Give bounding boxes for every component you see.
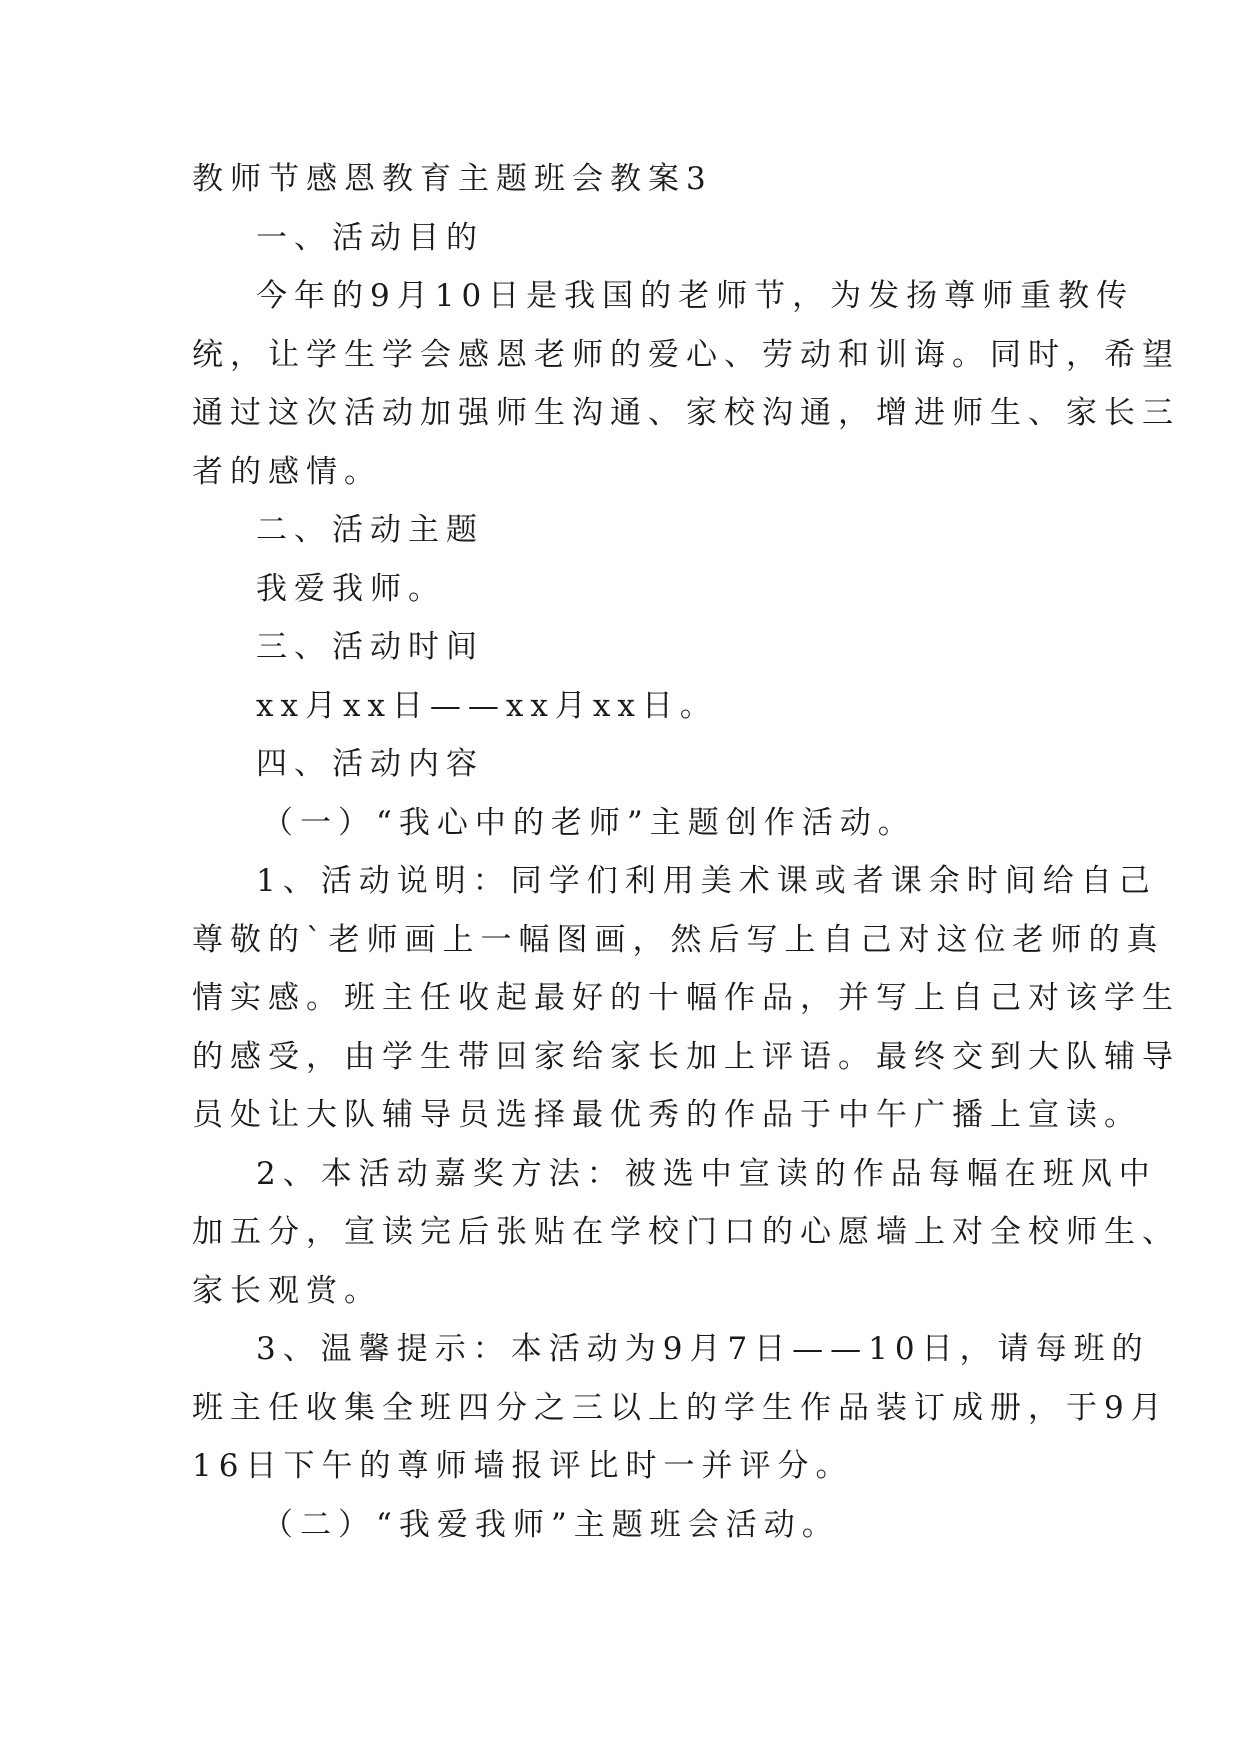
- paragraph-line: 班主任收集全班四分之三以上的学生作品装订成册，于9月: [192, 1389, 1169, 1426]
- paragraph-line: 统，让学生学会感恩老师的爱心、劳动和训诲。同时，希望: [192, 336, 1180, 373]
- paragraph-line: 加五分，宣读完后张贴在学校门口的心愿墙上对全校师生、: [192, 1214, 1180, 1250]
- section-heading-1: 一、活动目的: [256, 219, 484, 256]
- paragraph-line: 的感受，由学生带回家给家长加上评语。最终交到大队辅导: [192, 1038, 1180, 1075]
- paragraph-line: 尊敬的`老师画上一幅图画，然后写上自己对这位老师的真: [192, 921, 1165, 958]
- subsection-heading-1: （一）“我心中的老师”主题创作活动。: [262, 804, 916, 841]
- paragraph-line: 通过这次活动加强师生沟通、家校沟通，增进师生、家长三: [192, 395, 1180, 431]
- paragraph-line: 16日下午的尊师墙报评比时一并评分。: [192, 1448, 854, 1484]
- paragraph-line: 我爱我师。: [256, 570, 446, 607]
- section-heading-4: 四、活动内容: [256, 746, 484, 782]
- paragraph-line: 家长观赏。: [192, 1272, 382, 1309]
- paragraph-line: 者的感情。: [192, 453, 382, 490]
- section-heading-2: 二、活动主题: [256, 512, 484, 548]
- subsection-heading-2: （二）“我爱我师”主题班会活动。: [262, 1506, 840, 1543]
- paragraph-line: 情实感。班主任收起最好的十幅作品，并写上自己对该学生: [192, 980, 1180, 1016]
- paragraph-line: 3、温馨提示：本活动为9月7日——10日，请每班的: [256, 1331, 1150, 1367]
- document-page: [192, 150, 1180, 1554]
- paragraph-line: 1、活动说明：同学们利用美术课或者课余时间给自己: [256, 863, 1157, 899]
- paragraph-line: 2、本活动嘉奖方法：被选中宣读的作品每幅在班风中: [256, 1155, 1157, 1192]
- paragraph-line: 今年的9月10日是我国的老师节，为发扬尊师重教传: [256, 278, 1135, 314]
- paragraph-line: xx月xx日——xx月xx日。: [256, 687, 718, 724]
- paragraph-line: 员处让大队辅导员选择最优秀的作品于中午广播上宣读。: [192, 1097, 1142, 1133]
- document-title: 教师节感恩教育主题班会教案3: [192, 161, 713, 197]
- section-heading-3: 三、活动时间: [256, 629, 484, 665]
